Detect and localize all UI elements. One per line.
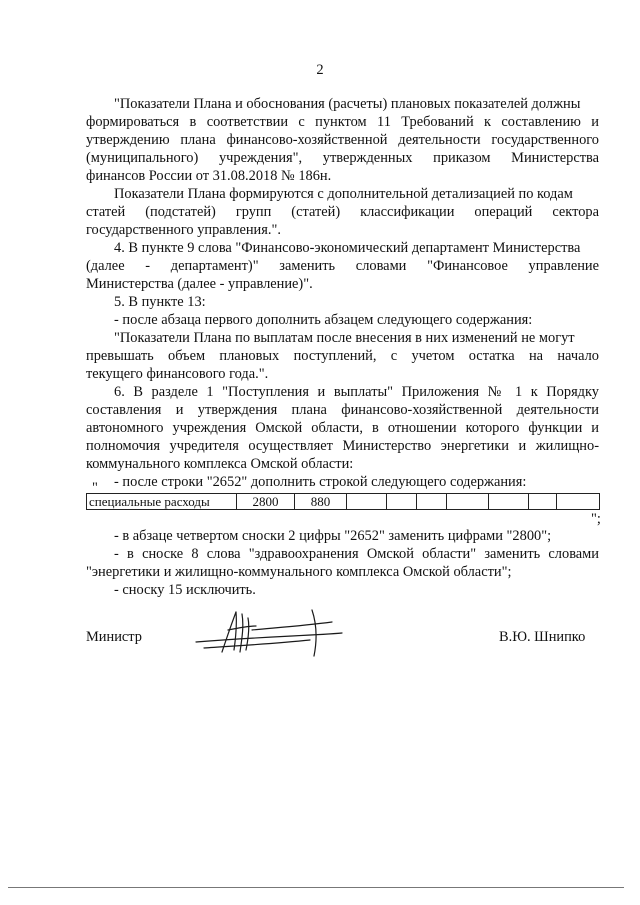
paragraph-line: Показатели Плана формируются с дополнительной детализацией по кодам bbox=[114, 186, 573, 202]
paragraph-line: превышать объем плановых поступлений, с учетом остатка на начало bbox=[86, 348, 599, 364]
paragraph-line: утверждению плана финансово-хозяйственной деятельности государственного bbox=[86, 132, 599, 148]
table-cell bbox=[417, 494, 447, 510]
paragraph-line: (далее - департамент)" заменить словами "Финансовое управление bbox=[86, 258, 599, 274]
paragraph-line: статей (подстатей) групп (статей) классификации операций сектора bbox=[86, 204, 599, 220]
paragraph-line: 6. В разделе 1 "Поступления и выплаты" Приложения № 1 к Порядку bbox=[114, 384, 599, 400]
table-row bbox=[87, 494, 600, 510]
open-quote: " bbox=[92, 480, 98, 496]
paragraph-line: формироваться в соответствии с пунктом 11 Требований к составлению и bbox=[86, 114, 599, 130]
paragraph-line: 4. В пункте 9 слова "Финансово-экономический департамент Министерства bbox=[114, 240, 581, 256]
table-cell: 880 bbox=[295, 494, 347, 510]
paragraph-line: 5. В пункте 13: bbox=[114, 294, 206, 310]
paragraph-line: "Показатели Плана по выплатам после внесения в них изменений не могут bbox=[114, 330, 575, 346]
paragraph-line: государственного управления.". bbox=[86, 222, 281, 238]
paragraph-line: Министерства (далее - управление)". bbox=[86, 276, 313, 292]
table-cell: специальные расходы bbox=[87, 494, 237, 510]
paragraph-line: - в абзаце четвертом сноски 2 цифры "2652" заменить цифрами "2800"; bbox=[114, 528, 552, 544]
paragraph-line: - после строки "2652" дополнить строкой следующего содержания: bbox=[114, 474, 527, 490]
paragraph-line: текущего финансового года.". bbox=[86, 366, 269, 382]
signature-name: В.Ю. Шнипко bbox=[499, 629, 586, 645]
paragraph-line: финансов России от 31.08.2018 № 186н. bbox=[86, 168, 332, 184]
table-cell bbox=[529, 494, 557, 510]
inserted-table-row bbox=[86, 493, 600, 510]
paragraph-line: - после абзаца первого дополнить абзацем следующего содержания: bbox=[114, 312, 533, 328]
table-cell bbox=[557, 494, 600, 510]
paragraph-line: "энергетики и жилищно-коммунального комплекса Омской области"; bbox=[86, 564, 512, 580]
footer-divider bbox=[8, 887, 624, 888]
table-cell bbox=[447, 494, 489, 510]
page-number: 2 bbox=[316, 62, 324, 78]
paragraph-line: составления и утверждения плана финансово-хозяйственной деятельности bbox=[86, 402, 599, 418]
paragraph-line: "Показатели Плана и обоснования (расчеты) плановых показателей должны bbox=[114, 96, 581, 112]
table-cell bbox=[489, 494, 529, 510]
paragraph-line: автономного учреждения Омской области, в отношении которого функции и bbox=[86, 420, 599, 436]
table-cell bbox=[347, 494, 387, 510]
table-cell bbox=[387, 494, 417, 510]
paragraph-line: (муниципального) учреждения", утвержденных приказом Министерства bbox=[86, 150, 599, 166]
close-quote: "; bbox=[591, 511, 601, 527]
signature-position: Министр bbox=[86, 629, 142, 645]
paragraph-line: коммунального комплекса Омской области: bbox=[86, 456, 354, 472]
paragraph-line: - сноску 15 исключить. bbox=[114, 582, 256, 598]
paragraph-line: полномочия учредителя осуществляет Министерство энергетики и жилищно- bbox=[86, 438, 599, 454]
table-cell: 2800 bbox=[237, 494, 295, 510]
paragraph-line: - в сноске 8 слова "здравоохранения Омской области" заменить словами bbox=[114, 546, 599, 562]
handwritten-signature bbox=[192, 600, 352, 660]
